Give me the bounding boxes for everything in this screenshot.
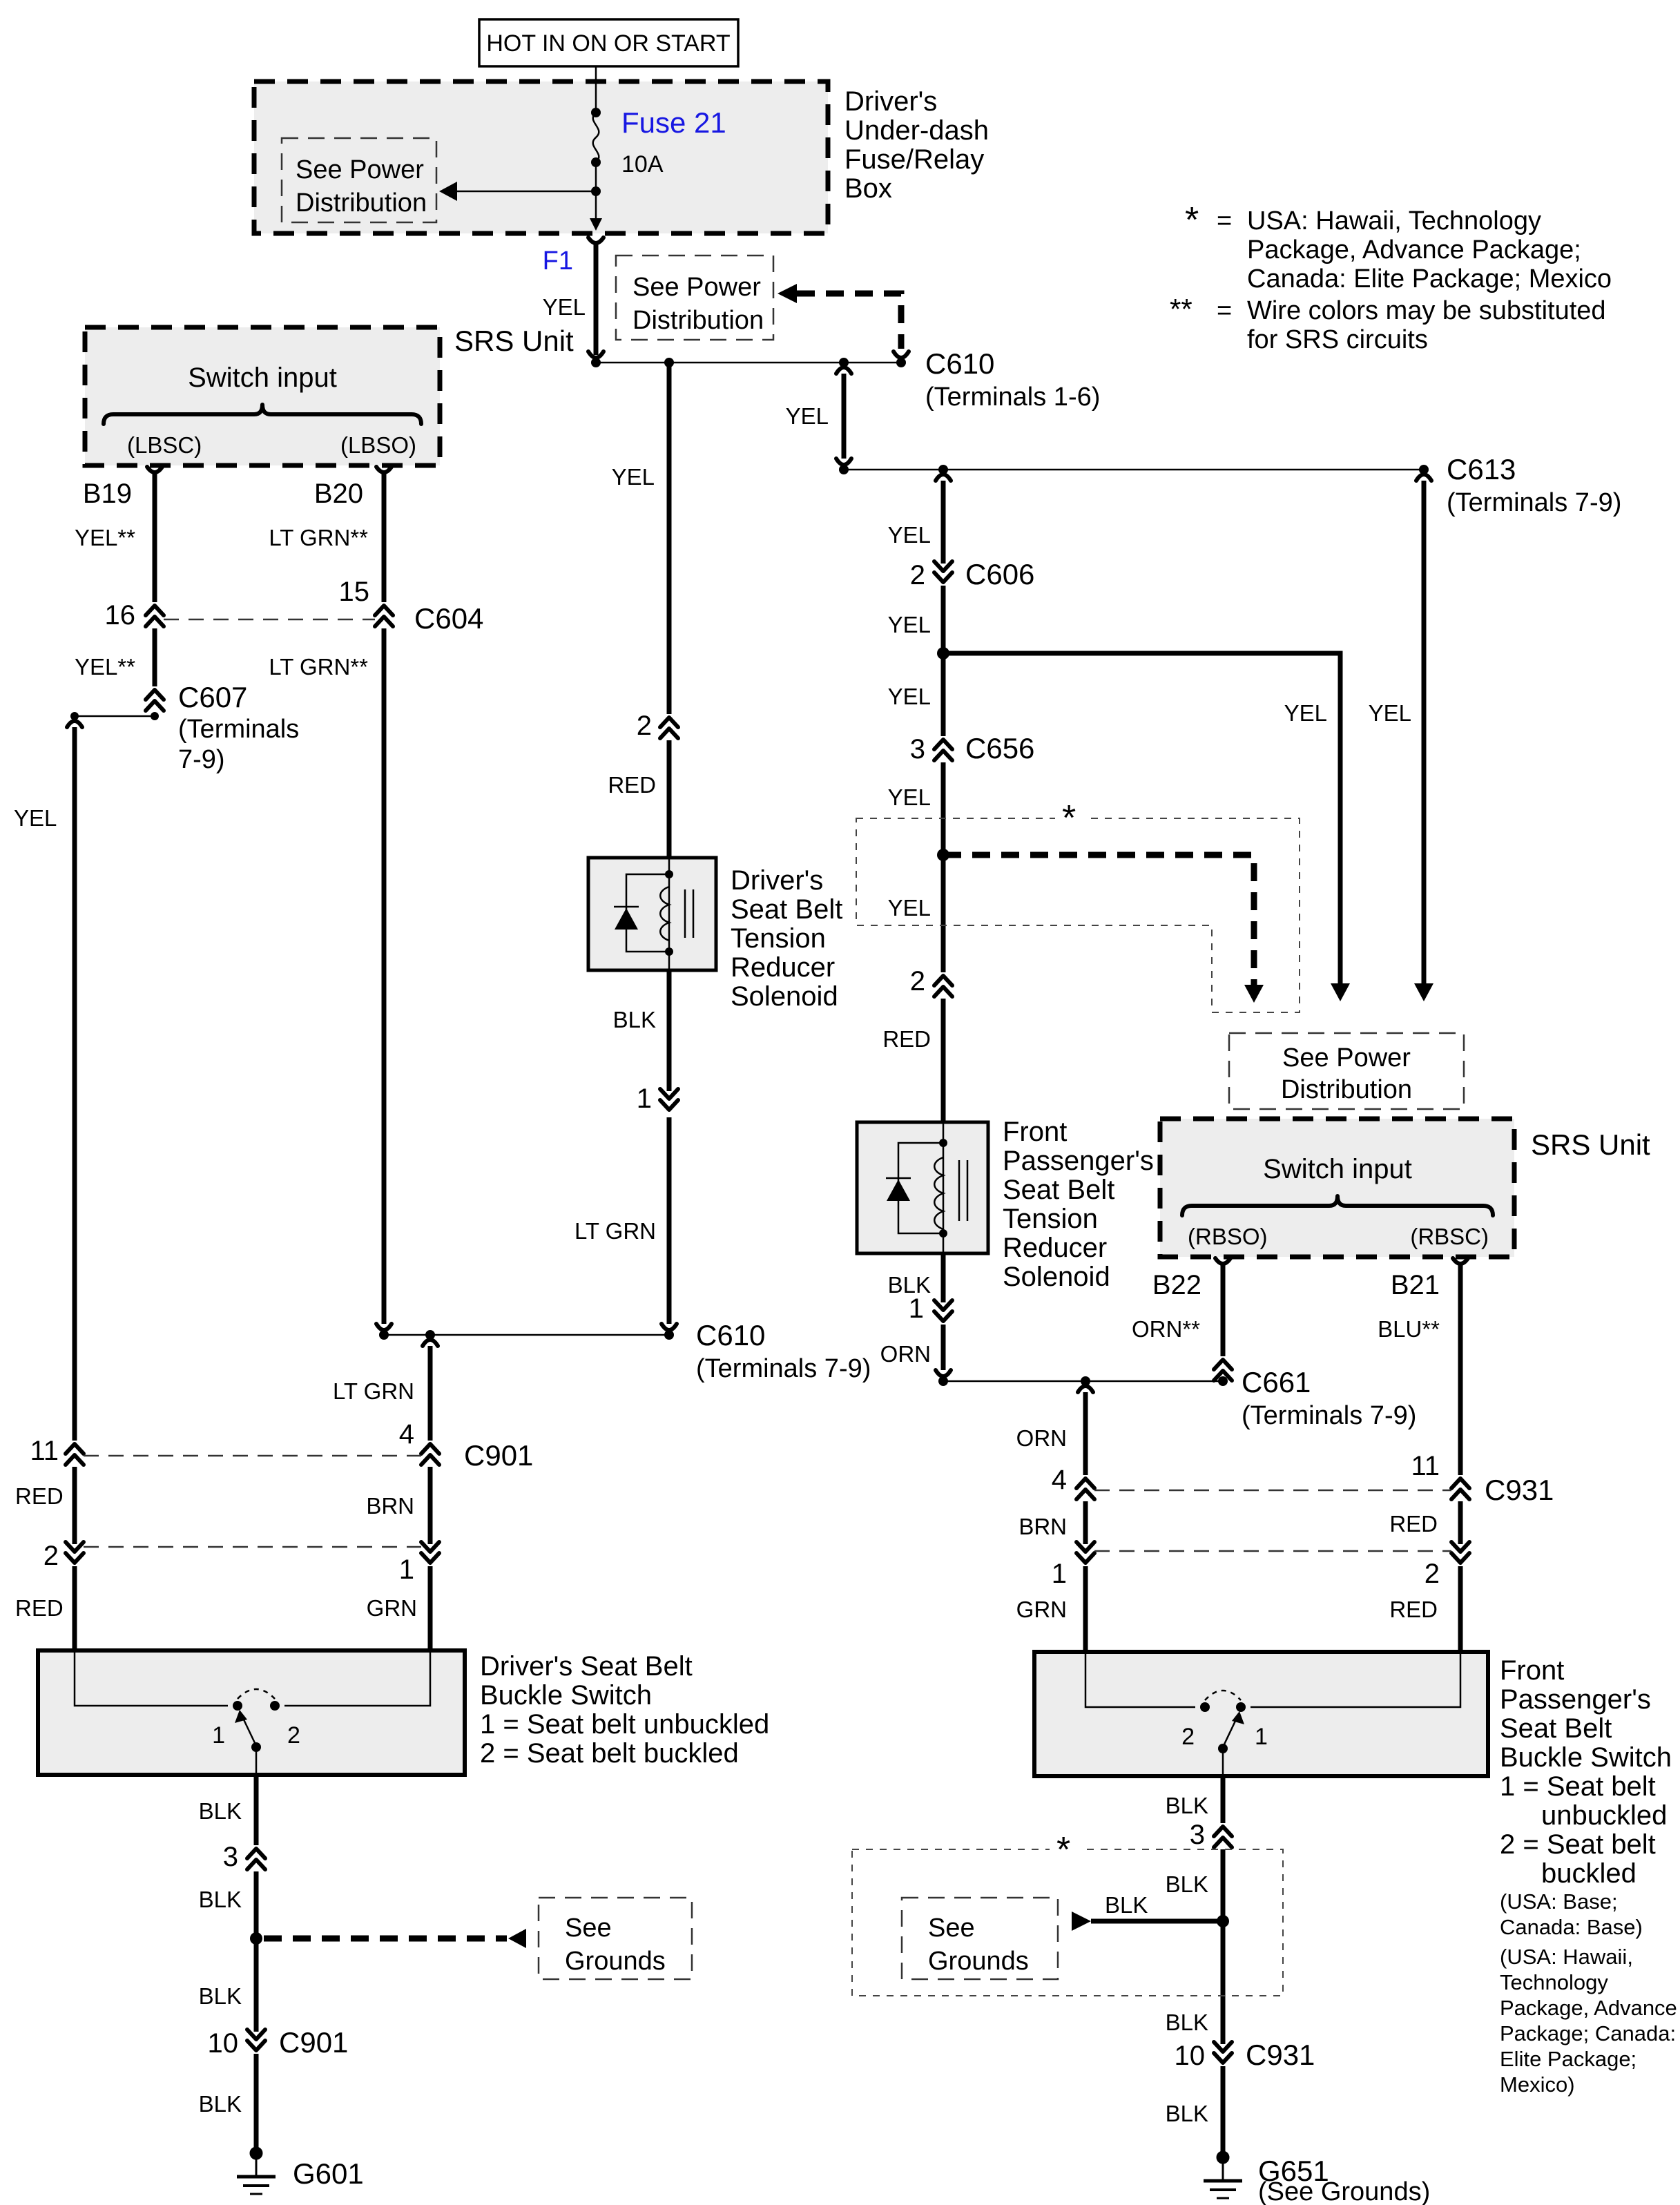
c604-label: C604 <box>414 602 484 635</box>
pin-11: 11 <box>1411 1451 1440 1481</box>
drv-sol-l5: Solenoid <box>731 981 838 1012</box>
wire-color-orn: ORN <box>880 1341 931 1367</box>
drv-sol-l1: Driver's <box>731 865 824 896</box>
c901-label-2: C901 <box>279 2026 349 2059</box>
c931-label: C931 <box>1485 1474 1554 1506</box>
fusebox-caption-l3: Fuse/Relay <box>844 144 985 175</box>
c931-label-2: C931 <box>1246 2039 1315 2071</box>
c607-label: C607 <box>178 681 248 713</box>
see-power-distribution-box-3 <box>1229 1033 1464 1109</box>
psg-sw-l3: Seat Belt <box>1500 1713 1612 1744</box>
see-grounds-left-l1: See <box>565 1914 612 1943</box>
psg-sw-l2: Passenger's <box>1500 1684 1651 1715</box>
f1-label: F1 <box>542 247 573 276</box>
wire-left-yel-red <box>14 721 84 1650</box>
pin-3: 3 <box>1189 1820 1205 1850</box>
psg-note-l6: Package; Canada: <box>1500 2021 1677 2045</box>
switch-input-left: Switch input <box>188 363 337 393</box>
wire-yel-link <box>786 367 851 465</box>
wire-c606-column <box>882 474 1034 1122</box>
wire-color-blk: BLK <box>1165 2101 1208 2126</box>
g651-see-grounds: (See Grounds) <box>1258 2177 1431 2205</box>
note-star-l3: Canada: Elite Package; Mexico <box>1247 264 1612 293</box>
c607-terminals-2: 7-9) <box>178 745 225 774</box>
underdash-fuse-relay-box <box>254 81 828 233</box>
see-power-3-l1: See Power <box>1282 1043 1411 1072</box>
g601-label: G601 <box>293 2157 364 2190</box>
wire-color-ltgrn: LT GRN <box>333 1378 414 1404</box>
pin-2: 2 <box>43 1541 59 1571</box>
c613-terminals: (Terminals 7-9) <box>1447 488 1622 517</box>
wire-b19-yel <box>75 467 164 716</box>
psg-note-l2: Canada: Base) <box>1500 1915 1643 1939</box>
pin-11: 11 <box>30 1436 59 1466</box>
wire-c901-column <box>333 1340 439 1650</box>
b19-label: B19 <box>82 479 132 509</box>
wire-color-brn: BRN <box>1018 1514 1067 1539</box>
wire-yel-branch-solid <box>943 653 1350 1001</box>
psg-sol-l1: Front <box>1003 1117 1068 1147</box>
drv-sw-l3: 1 = Seat belt unbuckled <box>480 1709 770 1740</box>
c613-label: C613 <box>1447 453 1516 485</box>
pin-2: 2 <box>1424 1559 1440 1589</box>
see-grounds-right <box>852 1830 1283 1996</box>
note-star-eq: = <box>1217 206 1233 235</box>
c607-junction <box>70 681 299 774</box>
c606-label: C606 <box>965 558 1035 590</box>
wire-color-blu-ss: BLU** <box>1378 1316 1440 1342</box>
lbsc-label: (LBSC) <box>127 432 202 458</box>
drivers-tension-reducer-solenoid <box>588 858 716 970</box>
wire-color-blk: BLK <box>198 2091 242 2117</box>
contact-2-label: 2 <box>287 1722 300 1749</box>
b20-label: B20 <box>313 479 363 509</box>
srs-unit-left-box <box>85 327 440 465</box>
pin-10: 10 <box>207 2028 238 2059</box>
fusebox-caption <box>844 86 989 204</box>
arrow-left-icon <box>508 1929 526 1948</box>
note-dstar-mark: ** <box>1170 293 1193 325</box>
wire-color-yel: YEL <box>887 612 931 637</box>
see-grounds-right-l1: See <box>928 1914 975 1943</box>
note-star-mark: * <box>1185 200 1199 240</box>
wire-color-blk: BLK <box>1165 1871 1208 1897</box>
fusebox-caption-l4: Box <box>844 173 892 204</box>
psg-note-l5: Package, Advance <box>1500 1996 1677 2020</box>
c607-terminals-1: (Terminals <box>178 715 300 744</box>
wire-color-blk: BLK <box>1105 1892 1148 1918</box>
wire-color-orn: ORN <box>1016 1425 1067 1451</box>
see-grounds-left-l2: Grounds <box>565 1947 666 1976</box>
drv-sol-l4: Reducer <box>731 952 836 983</box>
drv-sol-l3: Tension <box>731 923 826 954</box>
wire-color-orn-ss: ORN** <box>1131 1316 1200 1342</box>
wire-color-red: RED <box>608 772 656 798</box>
wire-color-yel: YEL <box>887 784 931 810</box>
see-power-3-l2: Distribution <box>1280 1075 1413 1104</box>
wire-color-blk: BLK <box>198 1887 242 1912</box>
g651-label: G651 <box>1258 2155 1329 2187</box>
c661-label: C661 <box>1242 1366 1311 1398</box>
rbso-label: (RBSO) <box>1188 1224 1268 1249</box>
wire-color-blk: BLK <box>1165 1793 1208 1818</box>
psg-sol-l5: Reducer <box>1003 1233 1108 1263</box>
psg-sol-l3: Seat Belt <box>1003 1175 1115 1205</box>
pin-1: 1 <box>1051 1559 1067 1589</box>
wire-color-red: RED <box>1389 1511 1438 1537</box>
srs-unit-left-label: SRS Unit <box>454 325 574 357</box>
arrow-down-icon <box>1244 985 1264 1003</box>
wire-color-red: RED <box>15 1595 64 1621</box>
pin-3: 3 <box>222 1842 238 1872</box>
c610a-terminals: (Terminals 1-6) <box>925 383 1101 412</box>
legend-notes <box>1170 200 1612 354</box>
arrow-down-icon <box>1414 983 1433 1001</box>
drv-sw-l1: Driver's Seat Belt <box>480 1651 693 1682</box>
psg-sw-l5: 1 = Seat belt <box>1500 1771 1656 1802</box>
passenger-tension-reducer-solenoid <box>857 1122 988 1253</box>
psg-note-l1: (USA: Base; <box>1500 1889 1618 1914</box>
see-power-1-l1: See Power <box>296 155 424 184</box>
c901-label: C901 <box>464 1439 534 1472</box>
drivers-solenoid-caption <box>731 865 842 1012</box>
drv-sw-l4: 2 = Seat belt buckled <box>480 1738 739 1769</box>
wire-c613-yel <box>1369 474 1433 1001</box>
psg-sw-l6: unbuckled <box>1541 1800 1668 1831</box>
c661-terminals: (Terminals 7-9) <box>1242 1401 1417 1430</box>
note-dstar-l1: Wire colors may be substituted <box>1247 296 1606 325</box>
psg-note-l8: Mexico) <box>1500 2072 1575 2097</box>
passenger-solenoid-caption <box>1003 1117 1154 1292</box>
hot-label: HOT IN ON OR START <box>486 30 731 57</box>
hot-in-on-or-start-box <box>479 19 738 66</box>
wire-color-blk: BLK <box>198 1798 242 1824</box>
wire-b20-ltgrn <box>269 467 393 1330</box>
wire-b21-blu-red <box>1378 1258 1469 1652</box>
wire-color-red: RED <box>15 1483 64 1509</box>
c610b-label: C610 <box>696 1319 766 1351</box>
arrow-down-icon <box>1331 983 1350 1001</box>
pin-3: 3 <box>909 734 925 764</box>
wire-driver-solenoid-to-c610b <box>575 970 678 1330</box>
fuse-amp-label: 10A <box>621 151 664 177</box>
pin-1: 1 <box>636 1084 652 1114</box>
lbso-label: (LBSO) <box>340 432 416 458</box>
wire-c931-column <box>1016 1386 1094 1652</box>
star-mark: * <box>1056 1830 1071 1870</box>
fusebox-caption-l1: Driver's <box>844 86 938 117</box>
arrow-right-icon <box>1072 1912 1091 1931</box>
psg-sw-l1: Front <box>1500 1655 1565 1686</box>
wire-color-yel: YEL <box>542 294 586 320</box>
note-dstar-eq: = <box>1217 296 1233 325</box>
rbsc-label: (RBSC) <box>1410 1224 1489 1249</box>
note-star-l1: USA: Hawaii, Technology <box>1247 206 1541 235</box>
psg-note-l3: (USA: Hawaii, <box>1500 1945 1633 1969</box>
wire-color-grn: GRN <box>366 1595 417 1621</box>
wire-color-yel: YEL <box>611 464 655 490</box>
b21-label: B21 <box>1390 1270 1440 1300</box>
drv-sol-l2: Seat Belt <box>731 894 843 925</box>
pin-1: 1 <box>908 1293 924 1324</box>
psg-sol-l2: Passenger's <box>1003 1146 1154 1176</box>
srs-unit-right-box <box>1160 1119 1514 1257</box>
c610a-label: C610 <box>925 347 995 380</box>
see-power-2-l1: See Power <box>633 273 761 302</box>
wire-color-yel-ss: YEL** <box>74 525 135 550</box>
arrow-left-icon <box>778 284 797 303</box>
see-grounds-right-l2: Grounds <box>928 1947 1029 1976</box>
wire-color-blk: BLK <box>612 1007 656 1032</box>
ground-icon <box>1204 2151 1242 2198</box>
c656-label: C656 <box>965 732 1035 764</box>
contact-1-label: 1 <box>212 1722 225 1749</box>
c661-terminals-7-9-line <box>938 1366 1416 1430</box>
wire-color-yel: YEL <box>887 522 931 548</box>
wire-color-yel: YEL <box>785 403 829 429</box>
wire-driver-solenoid-column <box>608 363 678 858</box>
psg-sw-l7: 2 = Seat belt <box>1500 1829 1656 1860</box>
wire-b22-orn <box>1132 1258 1232 1381</box>
psg-sw-l8: buckled <box>1541 1858 1636 1889</box>
c610-terminals-7-9-line <box>379 1319 871 1383</box>
wire-color-blk: BLK <box>1165 2010 1208 2035</box>
wire-color-yel-ss: YEL** <box>74 654 135 680</box>
b22-label: B22 <box>1152 1270 1201 1300</box>
drivers-switch-caption <box>480 1651 769 1769</box>
psg-sol-l4: Tension <box>1003 1204 1098 1234</box>
pin-2: 2 <box>909 966 925 996</box>
wire-color-yel: YEL <box>887 684 931 709</box>
pin-4: 4 <box>398 1419 414 1450</box>
pin-4: 4 <box>1051 1465 1067 1495</box>
see-power-2-l2: Distribution <box>633 306 764 335</box>
wire-passenger-ground-blk <box>1166 1776 1431 2205</box>
drv-sw-l2: Buckle Switch <box>480 1680 652 1711</box>
wire-color-ltgrn-ss: LT GRN** <box>269 654 368 680</box>
psg-note-l7: Elite Package; <box>1500 2047 1637 2071</box>
wire-color-red: RED <box>1389 1597 1438 1622</box>
psg-sol-l6: Solenoid <box>1003 1262 1110 1292</box>
note-dstar-l2: for SRS circuits <box>1247 325 1428 354</box>
contact-2-label: 2 <box>1181 1724 1195 1750</box>
c610b-terminals: (Terminals 7-9) <box>696 1354 871 1383</box>
switch-input-right: Switch input <box>1263 1154 1412 1184</box>
contact-1-label: 1 <box>1255 1724 1268 1750</box>
wire-color-grn: GRN <box>1016 1597 1067 1622</box>
wire-color-ltgrn: LT GRN <box>575 1218 656 1244</box>
wire-color-yel: YEL <box>14 805 57 831</box>
see-grounds-left <box>264 1898 692 1979</box>
pin-16: 16 <box>104 600 135 630</box>
wire-color-ltgrn-ss: LT GRN** <box>269 525 368 550</box>
c613-junction-line <box>839 453 1621 517</box>
star-mark: * <box>1062 798 1076 838</box>
wire-color-brn: BRN <box>366 1493 414 1519</box>
passenger-switch-caption <box>1500 1655 1677 2097</box>
wire-driver-ground-blk <box>199 1775 364 2194</box>
wire-color-yel: YEL <box>887 895 931 921</box>
see-power-1-l2: Distribution <box>296 189 427 218</box>
wire-color-red: RED <box>882 1026 931 1052</box>
see-power-distribution-box-2 <box>616 256 909 358</box>
srs-unit-right-label: SRS Unit <box>1531 1128 1650 1161</box>
pin-2: 2 <box>909 560 925 590</box>
wire-color-blk: BLK <box>198 1983 242 2009</box>
pin-15: 15 <box>338 577 369 607</box>
drivers-buckle-switch <box>38 1650 465 1775</box>
psg-note-l4: Technology <box>1500 1970 1608 1994</box>
wire-color-yel: YEL <box>1368 700 1411 726</box>
ground-icon <box>237 2147 276 2194</box>
fusebox-caption-l2: Under-dash <box>844 115 989 146</box>
passenger-buckle-switch <box>1034 1652 1488 1776</box>
wire-color-blk: BLK <box>887 1272 931 1298</box>
wire-yel-branch-dashed <box>943 855 1264 1003</box>
pin-1: 1 <box>398 1554 414 1585</box>
wire-color-yel: YEL <box>1284 700 1327 726</box>
wire-passenger-solenoid-to-c661 <box>880 1253 952 1376</box>
note-star-l2: Package, Advance Package; <box>1247 235 1581 264</box>
pin-2: 2 <box>636 711 652 741</box>
fuse-21-label: Fuse 21 <box>621 106 726 139</box>
pin-10: 10 <box>1174 2041 1205 2071</box>
psg-sw-l4: Buckle Switch <box>1500 1742 1672 1773</box>
